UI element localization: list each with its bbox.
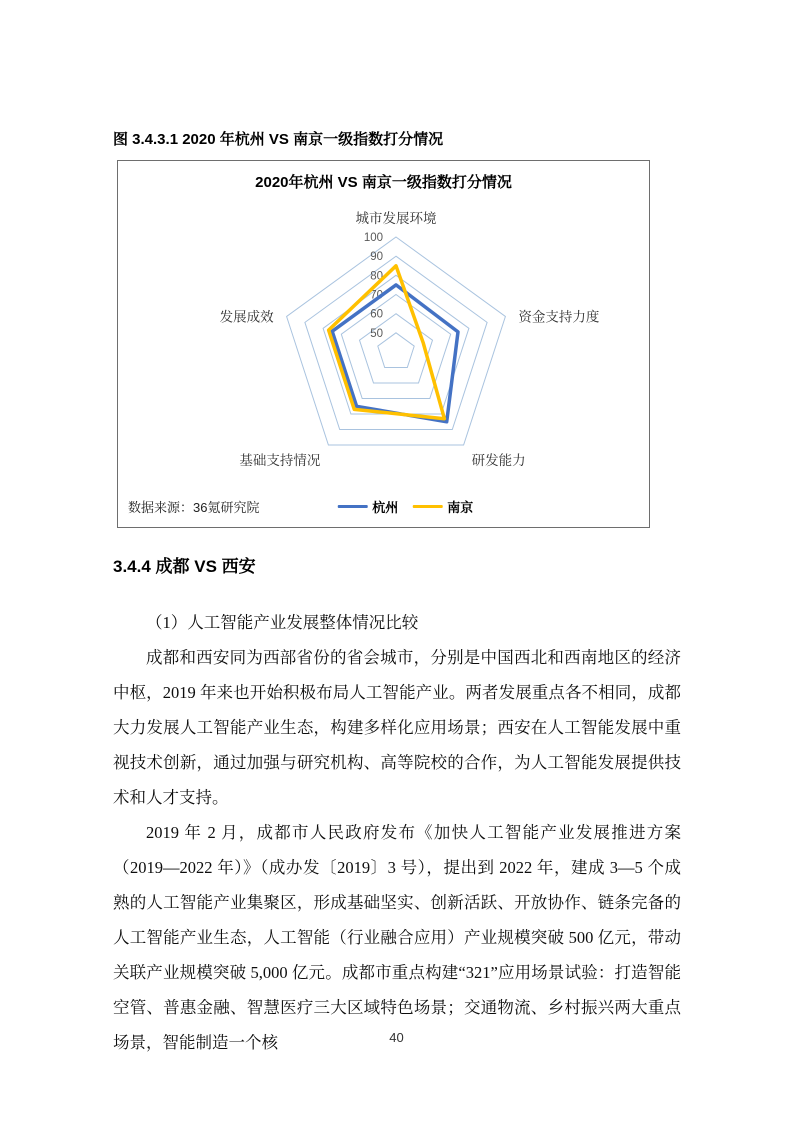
- legend-label: 杭州: [372, 500, 399, 515]
- category-label: 城市发展环境: [355, 211, 437, 226]
- legend-label: 南京: [447, 500, 474, 515]
- axis-tick-label: 50: [370, 327, 383, 340]
- category-label: 基础支持情况: [239, 453, 321, 469]
- page-number: 40: [389, 1030, 404, 1045]
- axis-tick-label: 60: [370, 308, 383, 321]
- chart-title: 2020年杭州 VS 南京一级指数打分情况: [255, 174, 512, 191]
- radar-chart-figure: [117, 160, 650, 528]
- body-text: [113, 605, 681, 1060]
- section-heading: 3.4.4 成都 VS 西安: [113, 557, 256, 576]
- category-label: 发展成效: [219, 309, 274, 325]
- paragraph: 2019 年 2 月，成都市人民政府发布《加快人工智能产业发展推进方案（2019—2022 年）》（成办发〔2019〕3 号），提出到 2022 年，建成 3—5 个成熟的人工智能产业集聚区，形成基础坚实、创新活跃、开放协作、链条完备的人工智能产业生态，人工智能（行业融合应用）产业规模突破 500 亿元，带动关联产业规模突破 5,000 亿元。成都市重点构建“321”应用场景试验：打造智能空管、普惠金融、智慧医疗三大区域特色场景；交通物流、乡村振兴两大重点场景，智能制造一个核: [113, 823, 681, 1052]
- category-label: 研发能力: [471, 453, 526, 469]
- radar-chart: [118, 161, 651, 491]
- paragraph: 成都和西安同为西部省份的省会城市，分别是中国西北和西南地区的经济中枢，2019 年来也开始积极布局人工智能产业。两者发展重点各不相同，成都大力发展人工智能产业生态，构建多样化应用场景；西安在人工智能发展中重视技术创新，通过加强与研究机构、高等院校的合作，为人工智能发展提供技术和人才支持。: [113, 648, 681, 807]
- series-line-南京: [329, 266, 445, 419]
- radar-grid-ring: [360, 314, 433, 383]
- nanjing-line-swatch: [412, 505, 442, 509]
- chart-legend: [337, 497, 473, 516]
- chart-footer: [118, 495, 649, 517]
- axis-tick-label: 70: [370, 289, 383, 302]
- hangzhou-line-swatch: [337, 505, 367, 509]
- legend-item-nanjing: [412, 497, 473, 516]
- axis-tick-label: 90: [370, 251, 383, 264]
- figure-caption: 图 3.4.3.1 2020 年杭州 VS 南京一级指数打分情况: [113, 131, 444, 148]
- paragraph: （1）人工智能产业发展整体情况比较: [146, 613, 419, 632]
- category-label: 资金支持力度: [518, 309, 600, 325]
- axis-tick-label: 80: [370, 270, 383, 283]
- axis-tick-label: 100: [363, 232, 383, 244]
- legend-item-hangzhou: [337, 497, 398, 516]
- data-source-label: 数据来源：36氪研究院: [128, 500, 260, 515]
- radar-grid-ring: [378, 333, 414, 368]
